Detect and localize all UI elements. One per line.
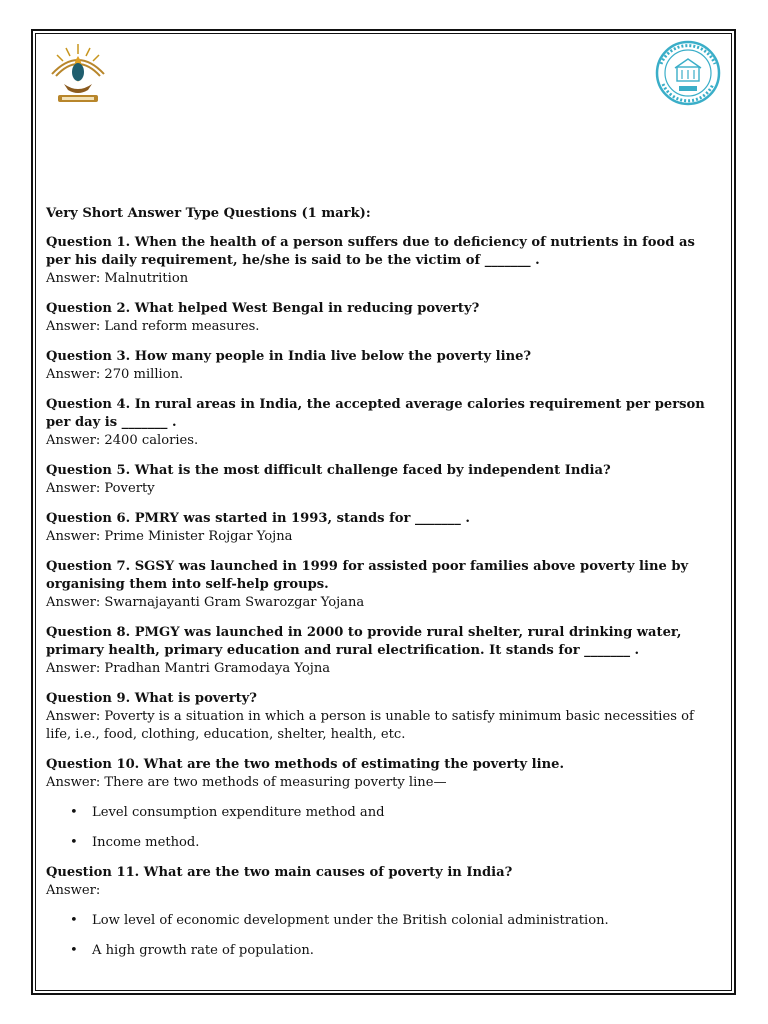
bullet-list (46, 804, 714, 852)
question-text: Question 3. How many people in India live below the poverty line? (46, 349, 532, 364)
list-item (46, 804, 714, 822)
cbse-circular-seal-icon (655, 40, 721, 106)
question-11 (46, 864, 714, 960)
question-text: Question 11. What are the two main causes of poverty in India? (46, 865, 513, 880)
answer-text: Answer: Swarnajayanti Gram Swarozgar Yojana (46, 595, 365, 610)
list-item-text: Low level of economic development under the British colonial administration. (92, 913, 609, 928)
question-3 (46, 348, 714, 384)
bullet-icon: • (70, 913, 78, 928)
section-heading: Very Short Answer Type Questions (1 mark): (46, 206, 371, 221)
list-item-text: Level consumption expenditure method and (92, 805, 385, 820)
answer-text: Answer: Land reform measures. (46, 319, 260, 334)
answer-text: Answer: There are two methods of measuring poverty line— (46, 775, 447, 790)
question-8 (46, 624, 714, 678)
question-text: Question 4. In rural areas in India, the accepted average calories requirement per person per day is _______ . (46, 397, 705, 430)
answer-text: Answer: Malnutrition (46, 271, 189, 286)
answer-text: Answer: 2400 calories. (46, 433, 199, 448)
question-10 (46, 756, 714, 852)
list-item-text: Income method. (92, 835, 200, 850)
question-text: Question 8. PMGY was launched in 2000 to provide rural shelter, rural drinking water, primary health, primary education and rural electrification. It stands for _______ . (46, 625, 682, 658)
question-7 (46, 558, 714, 612)
document-body (46, 205, 714, 972)
answer-text: Answer: Prime Minister Rojgar Yojna (46, 529, 293, 544)
question-text: Question 9. What is poverty? (46, 691, 257, 706)
answer-text: Answer: Pradhan Mantri Gramodaya Yojna (46, 661, 331, 676)
question-text: Question 1. When the health of a person suffers due to deficiency of nutrients in food as per his daily requirement, he/she is said to be the victim of _______ . (46, 235, 695, 268)
answer-text: Answer: Poverty is a situation in which a person is unable to satisfy minimum basic necessities of life, i.e., food, clothing, education, shelter, health, etc. (46, 709, 694, 742)
question-9 (46, 690, 714, 744)
question-text: Question 5. What is the most difficult challenge faced by independent India? (46, 463, 611, 478)
list-item (46, 912, 714, 930)
answer-text: Answer: (46, 883, 101, 898)
bullet-icon: • (70, 805, 78, 820)
question-text: Question 10. What are the two methods of estimating the poverty line. (46, 757, 565, 772)
question-text: Question 6. PMRY was started in 1993, stands for _______ . (46, 511, 470, 526)
bullet-icon: • (70, 835, 78, 850)
bullet-list (46, 912, 714, 960)
question-1 (46, 234, 714, 288)
lamp-emblem-logo-icon (44, 40, 112, 108)
question-5 (46, 462, 714, 498)
list-item (46, 834, 714, 852)
bullet-icon: • (70, 943, 78, 958)
list-item (46, 942, 714, 960)
question-2 (46, 300, 714, 336)
answer-text: Answer: 270 million. (46, 367, 184, 382)
answer-text: Answer: Poverty (46, 481, 155, 496)
question-4 (46, 396, 714, 450)
question-6 (46, 510, 714, 546)
question-text: Question 2. What helped West Bengal in reducing poverty? (46, 301, 480, 316)
question-text: Question 7. SGSY was launched in 1999 for assisted poor families above poverty line by organising them into self-help groups. (46, 559, 689, 592)
list-item-text: A high growth rate of population. (92, 943, 314, 958)
